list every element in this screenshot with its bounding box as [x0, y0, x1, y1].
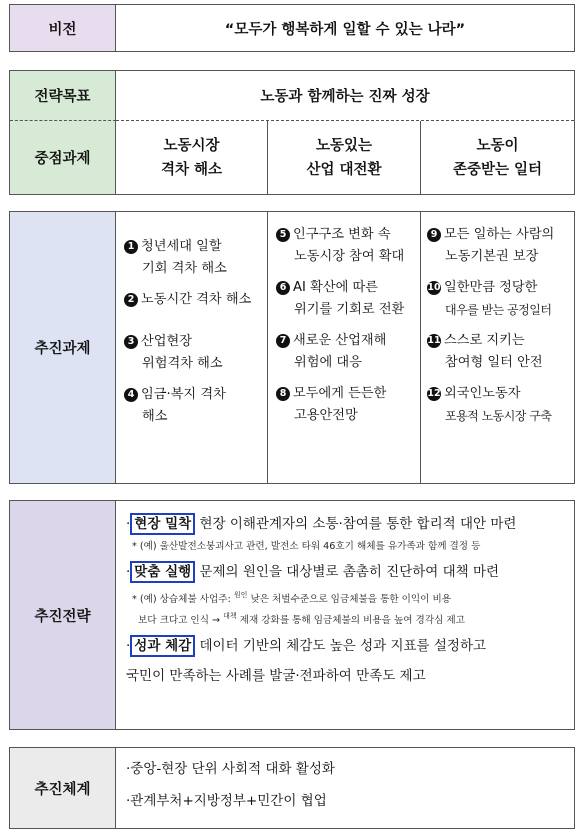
vision-label: 비전 [10, 5, 116, 51]
tasks-label: 추진과제 [10, 212, 116, 483]
task-line1: 스스로 지키는 [444, 333, 525, 348]
strategy-item-2: · 맞춤 실행 문제의 원인을 대상별로 촘촘히 진단하여 대책 마련 [126, 561, 566, 583]
strategy-note-2 [126, 587, 566, 629]
focus-item-2 [268, 121, 421, 194]
task-line2: 기회 격차 해소 [142, 261, 227, 276]
tasks-column-2 [268, 212, 421, 483]
vision-text: “모두가 행복하게 일할 수 있는 나라” [224, 21, 466, 38]
task-line1: 새로운 산업재해 [293, 333, 387, 348]
system-item-2: ·관계부처+지방정부+민간이 협업 [126, 793, 327, 809]
task-number-badge: 6 [276, 281, 290, 295]
task-number-badge: 2 [124, 293, 138, 307]
goal-label: 전략목표 [10, 71, 116, 121]
focus-item-2-line1: 노동있는 [315, 137, 373, 154]
tasks-column-1 [116, 212, 268, 483]
system-item-1: ·중앙-현장 단위 사회적 대화 활성화 [126, 761, 335, 777]
task-item [276, 224, 414, 268]
focus-label: 중점과제 [10, 121, 116, 194]
focus-item-1-line2: 격차 해소 [160, 161, 223, 178]
task-line1: 일한만큼 정당한 [444, 280, 538, 295]
task-line1: 산업현장 [141, 334, 192, 349]
task-number-badge: 10 [427, 282, 441, 293]
strategy-note-2-b: 낮은 처벌수준으로 임금체불을 통한 이익이 비용 [247, 594, 452, 605]
task-number-badge: 4 [124, 388, 138, 402]
task-item [276, 277, 414, 321]
task-number-badge: 3 [124, 335, 138, 349]
strategy-note-2-sup1: 원인 [233, 591, 248, 599]
tasks-block [9, 211, 575, 484]
task-line2: 노동시장 참여 확대 [294, 249, 405, 264]
system-content [116, 748, 574, 828]
strategy-item-1: · 현장 밀착 현장 이해관계자의 소통·참여를 통한 합리적 대안 마련 [126, 513, 566, 535]
strategy-text-1: 현장 이해관계자의 소통·참여를 통한 합리적 대안 마련 [195, 516, 517, 532]
goal-focus-block [9, 70, 575, 195]
task-number-badge: 11 [427, 335, 441, 346]
task-line1: 임금·복지 격차 [141, 387, 226, 402]
strategy-note-2-a: * (예) 상습체불 사업주: [132, 594, 234, 605]
system-block [9, 747, 575, 829]
focus-item-3-line1: 노동이 [476, 137, 519, 154]
task-line2: 해소 [142, 409, 168, 424]
strategy-block [9, 500, 575, 730]
task-line2: 포용적 노동시장 구축 [445, 409, 552, 423]
task-item [427, 383, 572, 427]
task-line2: 고용안전망 [294, 408, 358, 423]
system-label: 추진체계 [10, 748, 116, 828]
task-item [124, 236, 261, 280]
task-item [427, 330, 572, 374]
task-line2: 위기를 기회로 전환 [294, 302, 405, 317]
task-number-badge: 12 [427, 388, 441, 399]
task-line2: 참여형 일터 안전 [445, 355, 543, 370]
task-line2: 위험격차 해소 [142, 356, 223, 371]
strategy-text-3: 데이터 기반의 체감도 높은 성과 지표를 설정하고 [195, 638, 487, 654]
task-item [124, 289, 261, 311]
task-line2: 위험에 대응 [294, 355, 362, 370]
task-line1: 인구구조 변화 속 [293, 227, 391, 242]
task-number-badge: 7 [276, 334, 290, 348]
task-line2: 노동기본권 보장 [445, 249, 539, 264]
strategy-text-3b: 국민이 만족하는 사례를 발굴·전파하여 만족도 제고 [126, 668, 426, 684]
strategy-note-1: * (예) 울산발전소붕괴사고 관련, 발전소 타워 46호기 해체를 유가족과 함께 결정 등 [132, 541, 481, 552]
task-number-badge: 8 [276, 387, 290, 401]
task-item [427, 277, 572, 321]
task-line1: AI 확산에 따른 [293, 280, 378, 295]
goal-text: 노동과 함께하는 진짜 성장 [116, 71, 574, 121]
strategy-tag-field: 현장 밀착 [130, 513, 195, 535]
task-number-badge: 1 [124, 240, 138, 254]
strategy-note-2-d: 제재 강화를 통해 임금체불의 비용을 높여 경각심 제고 [236, 615, 465, 626]
strategy-content [116, 501, 574, 729]
task-line1: 외국인노동자 [444, 386, 521, 401]
task-item [276, 383, 414, 427]
task-line1: 노동시간 격차 해소 [141, 292, 252, 307]
focus-item-1 [116, 121, 268, 194]
task-line1: 모두에게 든든한 [293, 386, 387, 401]
task-number-badge: 5 [276, 228, 290, 242]
strategy-note-2-sup2: 대책 [223, 612, 237, 620]
focus-item-2-line2: 산업 대전환 [306, 161, 382, 178]
task-item [124, 384, 261, 428]
task-item [124, 331, 261, 375]
task-item [276, 330, 414, 374]
task-line1: 모든 일하는 사람의 [444, 227, 555, 242]
strategy-item-3: · 성과 체감 데이터 기반의 체감도 높은 성과 지표를 설정하고 [126, 635, 566, 657]
strategy-tag-custom: 맞춤 실행 [130, 561, 195, 583]
task-line2: 대우를 받는 공정일터 [445, 303, 552, 317]
vision-row [9, 4, 575, 52]
task-item [427, 224, 572, 268]
focus-item-1-line1: 노동시장 [163, 137, 220, 154]
tasks-column-3 [421, 212, 574, 483]
strategy-text-2: 문제의 원인을 대상별로 촘촘히 진단하여 대책 마련 [195, 564, 500, 580]
task-number-badge: 9 [427, 228, 441, 242]
strategy-note-2-c: 보다 크다고 인식 → [138, 615, 224, 626]
strategy-tag-result: 성과 체감 [130, 635, 195, 657]
focus-item-3-line2: 존중받는 일터 [452, 161, 543, 178]
task-line1: 청년세대 일할 [141, 239, 222, 254]
strategy-label: 추진전략 [10, 501, 116, 729]
focus-item-3 [421, 121, 574, 194]
